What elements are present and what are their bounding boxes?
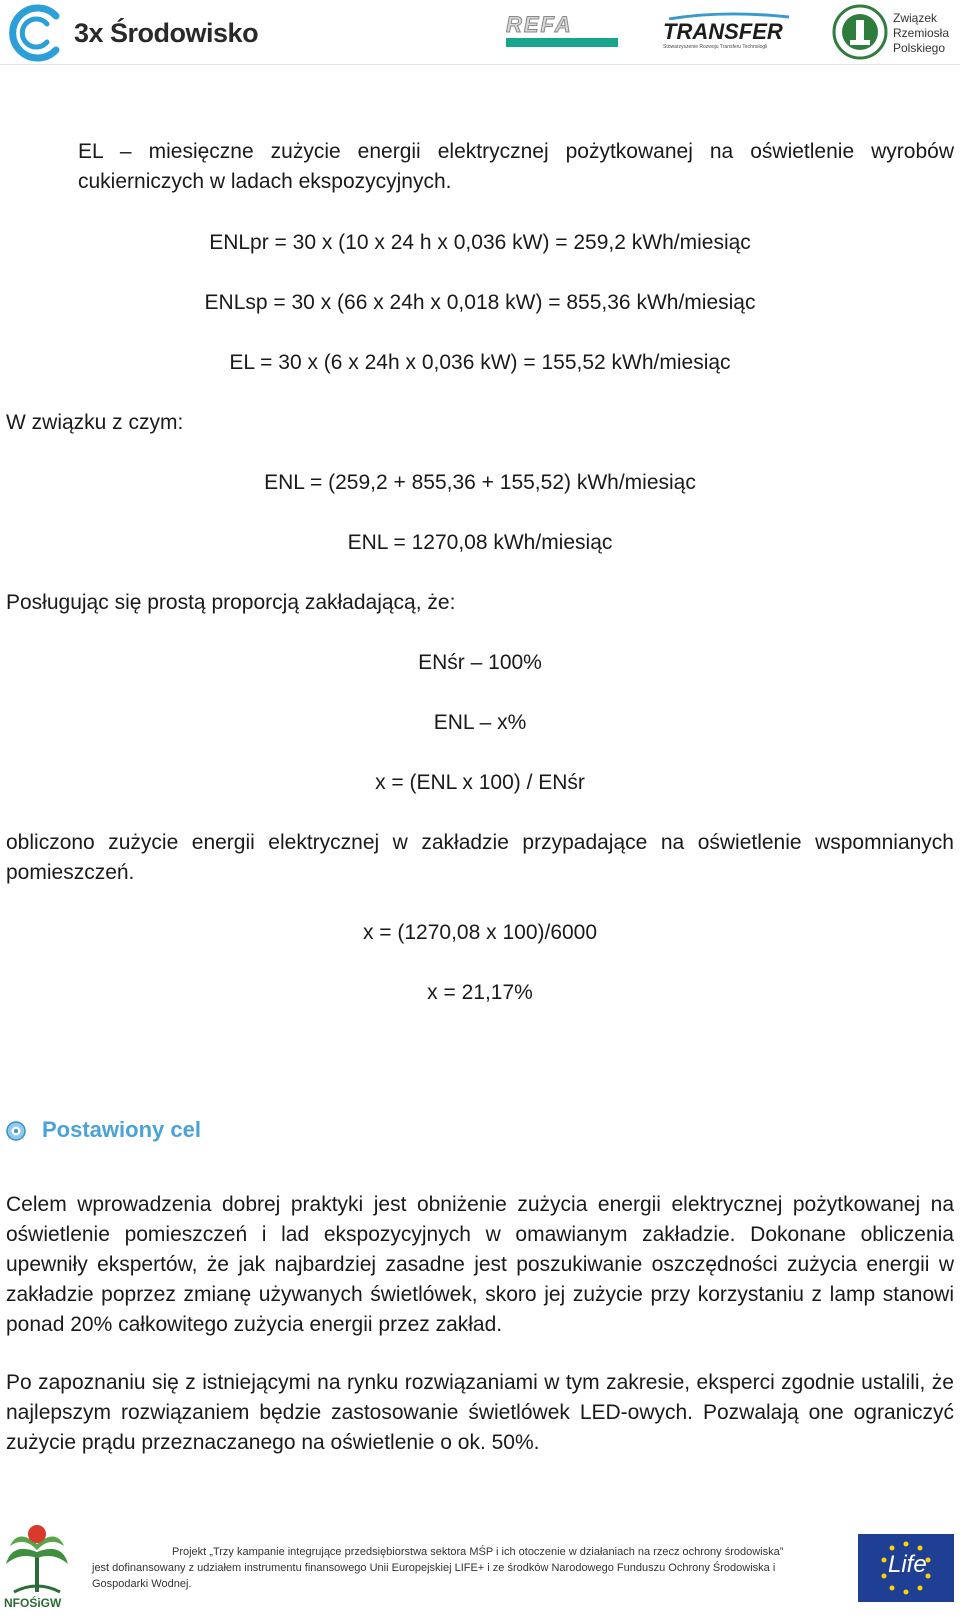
equation-el: EL = 30 x (6 x 24h x 0,036 kW) = 155,52 kWh/miesiąc — [229, 351, 731, 374]
transfer-wordmark: TRANSFER — [663, 19, 783, 44]
rzemioslo-seal-icon — [832, 4, 888, 60]
header-divider — [0, 64, 960, 65]
paragraph-el-definition: EL – miesięczne zużycie energii elektrycznej pożytkowanej na oświetlenie wyrobów cukierniczych w ladach ekspozycyjnych. — [78, 140, 954, 193]
text-w-zwiazku: W związku z czym: — [6, 411, 184, 434]
text-proporcja: Posługując się prostą proporcją zakładającą, że: — [6, 591, 456, 614]
paragraph-led: Po zapoznaniu się z istniejącymi na rynku rozwiązaniami w tym zakresie, eksperci zgodnie ustalili, że najlepszym rozwiązaniem będzie zastosowanie świetlówek LED-owych. Pozwalają one ograniczyć zużycie prądu przeznaczanego na oświetlenie o ok. 50%. — [6, 1371, 954, 1454]
logo-3x-srodowisko — [4, 4, 258, 62]
equation-enl-x: ENL – x% — [433, 711, 527, 734]
eu-life-logo — [858, 1534, 954, 1602]
life-wordmark: Life — [888, 1551, 927, 1578]
footer-line: jest dofinansowany z udziałem instrumentu finansowego Unii Europejskiej LIFE+ i ze środków Narodowego Funduszu Ochrony Środowiska i Gospodarki Wodnej. — [92, 1562, 776, 1590]
rzemioslo-line: Polskiego — [893, 41, 946, 55]
rzemioslo-text — [893, 11, 949, 56]
equation-enl-result: ENL = 1270,08 kWh/miesiąc — [347, 531, 613, 554]
nfos-tree-logo-icon — [2, 1522, 72, 1596]
equation-ensr: ENśr – 100% — [418, 651, 542, 674]
footer-line: Projekt „Trzy kampanie integrujące przedsiębiorstwa sektora MŚP i ich otoczenie w działaniach na rzecz ochrony środowiska” — [172, 1546, 784, 1558]
rzemioslo-line: Związek — [893, 11, 938, 25]
paragraph-cel: Celem wprowadzenia dobrej praktyki jest obniżenie zużycia energii elektrycznej pożytkowanej na oświetlenie pomieszczeń i lad ekspozycyjnych w omawianym zakładzie. Dokonane obliczenia upewniły ekspertów, że jak najbardziej zasadne jest poszukiwanie oszczędności zużycia energii w zakładzie poprzez zmianę używanych świetlówek, skoro jej zużycie przy korzystaniu z lamp stanowi ponad 20% całkowitego zużycia energii przez zakład. — [6, 1193, 954, 1336]
equation-enl-sum: ENL = (259,2 + 855,36 + 155,52) kWh/miesiąc — [264, 471, 696, 494]
refa-wordmark: REFA — [506, 12, 573, 37]
logo-3x-icon — [4, 4, 66, 62]
target-bullet-icon — [6, 1121, 26, 1141]
page-footer — [0, 1520, 960, 1615]
equation-x-calc: x = (1270,08 x 100)/6000 — [362, 921, 598, 944]
paragraph-obliczono: obliczono zużycie energii elektrycznej w zakładzie przypadające na oświetlenie wspomnianych pomieszczeń. — [6, 831, 954, 884]
equation-x-result: x = 21,17% — [427, 981, 533, 1004]
equation-enlpr: ENLpr = 30 x (10 x 24 h x 0,036 kW) = 259,2 kWh/miesiąc — [209, 231, 751, 254]
footer-funding-text — [92, 1544, 832, 1592]
equation-x-formula: x = (ENL x 100) / ENśr — [375, 771, 585, 794]
logo-3x-text: 3x Środowisko — [74, 17, 259, 48]
section-title-postawiony-cel: Postawiony cel — [42, 1117, 201, 1142]
logo-transfer — [663, 12, 793, 51]
refa-bar — [506, 38, 618, 47]
logo-refa — [506, 14, 618, 47]
rzemioslo-line: Rzemiosła — [893, 26, 950, 40]
transfer-subtitle: Stowarzyszenie Rozwoju Transferu Technologii — [663, 44, 768, 50]
nfos-label: NFOŚiGW — [4, 1596, 62, 1610]
equation-enlsp: ENLsp = 30 x (66 x 24h x 0,018 kW) = 855,36 kWh/miesiąc — [204, 291, 756, 314]
page-header — [0, 0, 960, 66]
